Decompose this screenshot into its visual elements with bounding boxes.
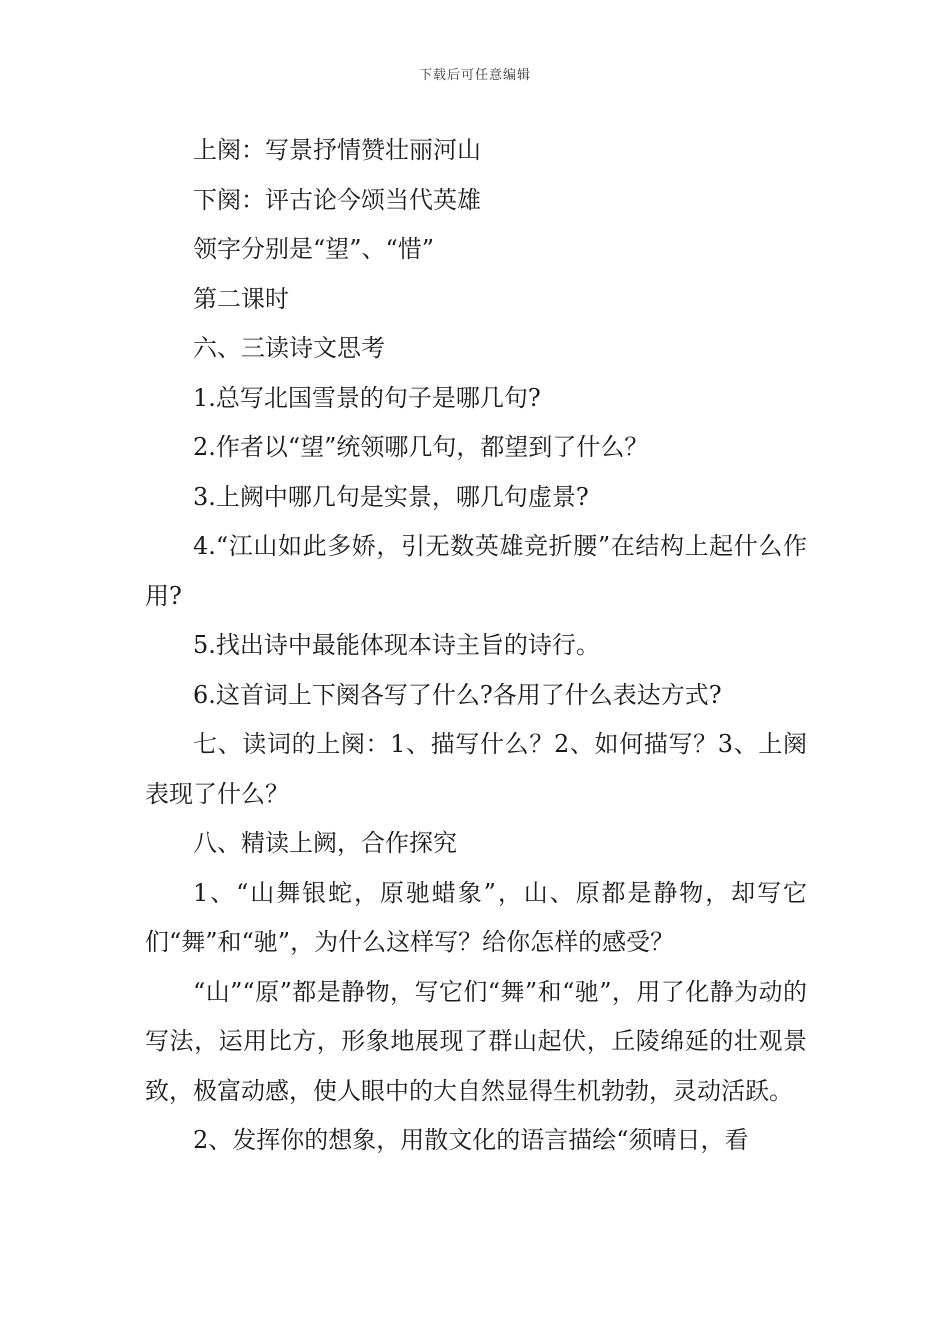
question-6: 6.这首词上下阕各写了什么?各用了什么表达方式? [193,680,722,709]
page-header: 下载后可任意编辑 [418,68,531,83]
paragraph-lingzi: 领字分别是“望”、“惜” [193,235,435,263]
discussion-answer-1: “山”“原”都是静物，写它们“舞”和“驰”，用了化静为动的写法，运用比方，形象地展现了群山起伏，丘陵绵延的壮观景致，极富动感，使人眼中的大自然显得生机勃勃，灵动活跃。 [145,977,807,1105]
section-heading-eight: 八、精读上阙，合作探究 [193,829,457,857]
section-heading-six: 六、三读诗文思考 [193,334,385,362]
section-heading-seven: 七、读词的上阕：1、描写什么？2、如何描写？3、上阕表现了什么？ [145,730,807,808]
question-4: 4.“江山如此多娇，引无数英雄竞折腰”在结构上起什么作用? [145,532,807,610]
paragraph-shangque: 上阕：写景抒情赞壮丽河山 [193,136,481,164]
question-1: 1.总写北国雪景的句子是哪几句? [193,383,541,412]
paragraph-xiaque: 下阕：评古论今颂当代英雄 [193,185,481,214]
discussion-question-2: 2、发挥你的想象，用散文化的语言描绘“须晴日，看 [193,1126,749,1154]
document-body [145,126,807,1166]
question-2: 2.作者以“望”统领哪几句，都望到了什么？ [193,433,649,461]
discussion-question-1: 1、“山舞银蛇，原驰蜡象”，山、原都是静物，却写它们“舞”和“驰”，为什么这样写？给你怎样的感受？ [145,878,807,956]
question-5: 5.找出诗中最能体现本诗主旨的诗行。 [193,631,600,659]
section-heading-second-lesson: 第二课时 [193,284,289,313]
question-3: 3.上阙中哪几句是实景，哪几句虚景? [193,482,589,511]
